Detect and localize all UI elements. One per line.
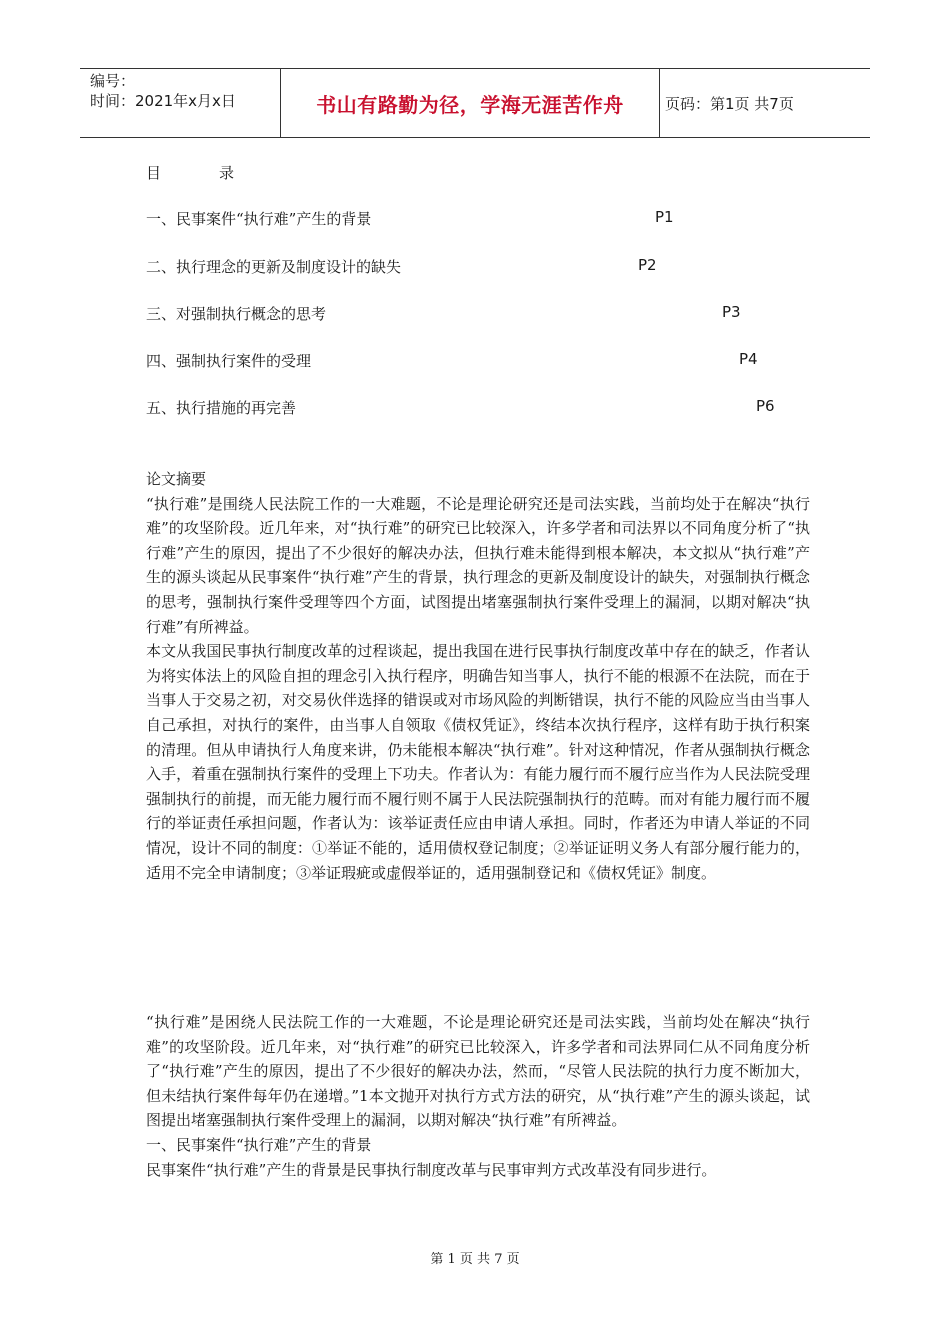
abstract-section xyxy=(146,467,810,885)
toc-item-label: 三、对强制执行概念的思考 xyxy=(146,305,327,323)
toc-item-page: P1 xyxy=(655,208,674,226)
abstract-paragraph: 本文从我国民事执行制度改革的过程谈起，提出我国在进行民事执行制度改革中存在的缺乏，作者认为将实体法上的风险自担的理念引入执行程序，明确告知当事人，执行不能的根源不在法院，而在于当事人于交易之初，对交易伙伴选择的错误或对市场风险的判断错误，执行不能的风险应当由当事人自己承担，对执行的案件，由当事人自领取《债权凭证》，终结本次执行程序，这样有助于执行积案的清理。但从申请执行人角度来讲，仍未能根本解决“执行难”。针对这种情况，作者从强制执行概念入手，着重在强制执行案件的受理上下功夫。作者认为：有能力履行而不履行应当作为人民法院受理强制执行的前提，而无能力履行而不履行则不属于人民法院强制执行的范畴。而对有能力履行而不履行的举证责任承担问题，作者认为：该举证责任应由申请人承担。同时，作者还为申请人举证的不同情况，设计不同的制度：①举证不能的，适用债权登记制度；②举证证明义务人有部分履行能力的，适用不完全申请制度；③举证瑕疵或虚假举证的，适用强制登记和《债权凭证》制度。 xyxy=(146,642,810,882)
page-footer: 第 1 页 共 7 页 xyxy=(430,1252,520,1267)
section-heading: 一、民事案件“执行难”产生的背景 xyxy=(146,1135,372,1154)
toc-item-label: 一、民事案件“执行难”产生的背景 xyxy=(146,210,372,228)
toc-title xyxy=(146,162,234,183)
header-page-info-cell xyxy=(659,69,876,137)
body-paragraph: “执行难”是困绕人民法院工作的一大难题，不论是理论研究还是司法实践，当前均处在解决“执行难”的攻坚阶段。近几年来，对“执行难”的研究已比较深入，许多学者和司法界同仁从不同角度分析了“执行难”产生的原因，提出了不少很好的解决办法，然而，“尽管人民法院的执行力度不断加大，但未结执行案件每年仍在递增。”1本文抛开对执行方式方法的研究，从“执行难”产生的源头谈起，试图提出堵塞强制执行案件受理上的漏洞，以期对解决“执行难”有所裨益。 xyxy=(146,1013,810,1130)
document-time-label: 时间：2021年x月x日 xyxy=(90,92,236,110)
page-header xyxy=(80,68,870,138)
toc-title-char-2: 录 xyxy=(219,164,235,182)
toc-item-page: P3 xyxy=(722,303,741,321)
toc-item-page: P6 xyxy=(756,397,775,415)
toc-item-label: 五、执行措施的再完善 xyxy=(146,399,297,417)
header-motto-cell xyxy=(280,69,660,137)
abstract-heading: 论文摘要 xyxy=(146,470,207,488)
document-number-label: 编号： xyxy=(90,72,136,90)
abstract-paragraph: “执行难”是围绕人民法院工作的一大难题，不论是理论研究还是司法实践，当前均处于在解决“执行难”的攻坚阶段。近几年来，对“执行难”的研究已比较深入，许多学者和司法界以不同角度分析了“执行难”产生的原因，提出了不少很好的解决办法，但执行难未能得到根本解决，本文拟从“执行难”产生的源头谈起从民事案件“执行难”产生的背景，执行理念的更新及制度设计的缺失，对强制执行概念的思考，强制执行案件受理等四个方面，试图提出堵塞强制执行案件受理上的漏洞，以期对解决“执行难”有所裨益。 xyxy=(146,494,810,636)
toc-item-label: 二、执行理念的更新及制度设计的缺失 xyxy=(146,258,402,276)
toc-title-char-1: 目 xyxy=(146,164,162,182)
header-motto: 书山有路勤为径，学海无涯苦作舟 xyxy=(316,92,624,117)
main-section xyxy=(146,1010,810,1182)
toc-item-page: P2 xyxy=(638,256,657,274)
body-paragraph: 民事案件“执行难”产生的背景是民事执行制度改革与民事审判方式改革没有同步进行。 xyxy=(146,1160,717,1179)
header-page-info: 页码：第1页 共7页 xyxy=(665,94,794,113)
header-meta xyxy=(80,69,280,137)
toc-item-label: 四、强制执行案件的受理 xyxy=(146,352,312,370)
toc-item-page: P4 xyxy=(739,350,758,368)
